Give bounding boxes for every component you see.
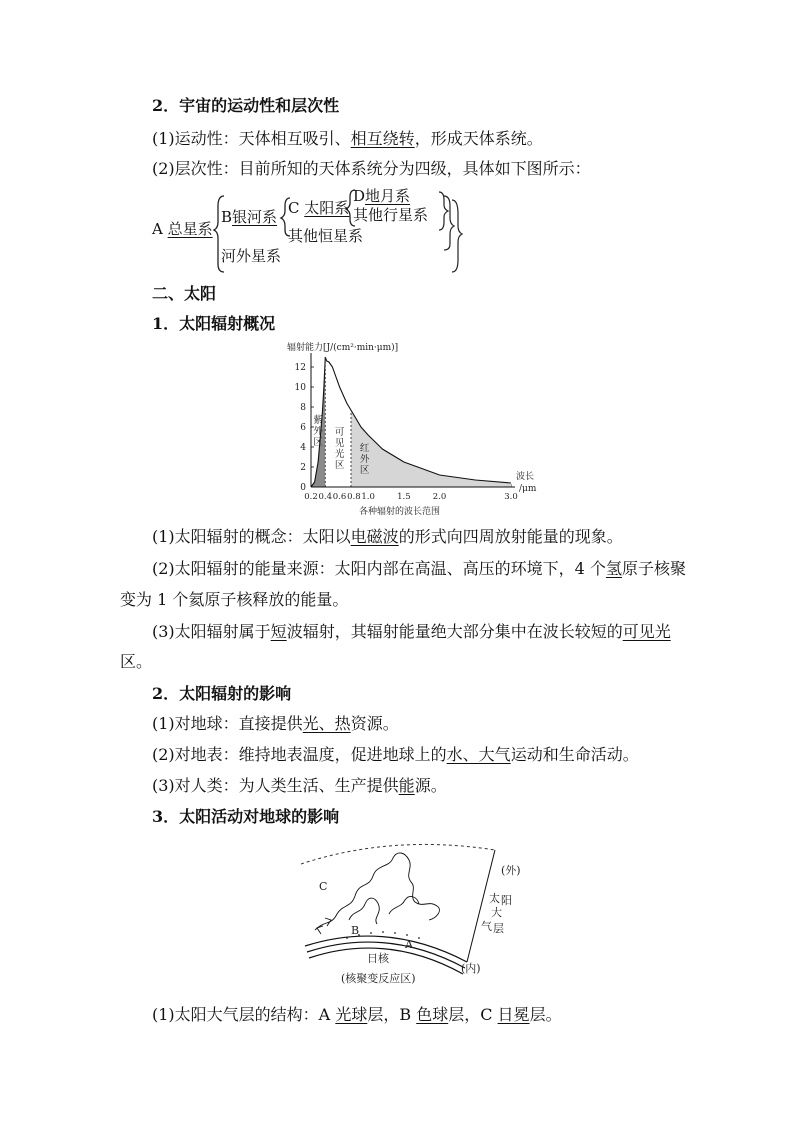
text: (1)运动性：天体相互吸引、 [152, 129, 351, 148]
paragraph-shortwave [152, 621, 671, 643]
atmosphere-label-char: 阳 [501, 894, 512, 907]
label-outer: (外) [501, 864, 521, 877]
paragraph-hierarchy: (2)层次性：目前所知的天体系统分为四级，具体如下图所示： [152, 159, 591, 178]
x-tick-label: 0.2 [304, 492, 318, 502]
region-label-char: 红 [359, 443, 370, 454]
y-tick-label: 10 [294, 383, 306, 393]
label-c: C [319, 880, 328, 893]
text: 运动和生命活动。 [510, 745, 639, 764]
region-label-char: 紫 [313, 415, 323, 426]
answer-underline: 氢 [605, 559, 622, 578]
region-label-char: 可 [334, 427, 345, 438]
celestial-hierarchy-diagram [152, 186, 472, 276]
node-letter: B [221, 208, 233, 226]
region-label-char: 见 [334, 438, 345, 449]
region-label-char: 外 [359, 454, 370, 465]
x-tick-label: 0.8 [347, 492, 361, 502]
node-other-stars: 其他恒星系 [288, 227, 364, 245]
label-inner: (内) [461, 962, 481, 975]
node-label: 地月系 [365, 187, 411, 205]
text: (2)对地表：维持地表温度，促进地球上的 [152, 745, 447, 764]
x-tick-label: 1.5 [397, 492, 411, 502]
paragraph-energy-source [152, 558, 686, 580]
answer-underline: 日冕 [497, 1005, 530, 1024]
region-label-char: 区 [334, 460, 345, 471]
sun-atmosphere-diagram [297, 834, 537, 994]
node-letter: C [288, 199, 305, 217]
solar-radiation-chart [283, 339, 543, 519]
paragraph-shortwave-cont: 区。 [120, 652, 153, 671]
node-label: 太阳系 [304, 199, 350, 217]
answer-underline: 光、热 [302, 714, 351, 733]
section-heading-motion: 2．宇宙的运动性和层次性 [152, 96, 340, 115]
text: 源。 [414, 776, 447, 795]
subheading-radiation: 1．太阳辐射概况 [152, 314, 276, 333]
effect-humans [152, 775, 447, 797]
answer-underline: 可见光 [622, 622, 671, 641]
atmosphere-label-char: 太 [489, 892, 500, 905]
x-tick-label: 0.6 [332, 492, 347, 502]
paragraph-motion [152, 128, 543, 150]
answer-underline: 光球 [335, 1005, 368, 1024]
subheading-activity: 3．太阳活动对地球的影响 [152, 807, 340, 826]
label-a: A [405, 938, 413, 951]
node-other-galaxies: 河外星系 [221, 247, 282, 265]
text: 波辐射，其辐射能量绝大部分集中在波长较短的 [286, 622, 623, 641]
answer-underline: 色球 [416, 1005, 449, 1024]
corona-outer-boundary [301, 844, 495, 864]
node-letter: A [152, 220, 168, 238]
text: ，形成天体系统。 [414, 129, 543, 148]
text: (1)太阳辐射的概念：太阳以 [152, 527, 351, 546]
x-tick-label: 0.4 [318, 492, 333, 502]
node-milky-way [221, 208, 277, 226]
atmosphere-label-char: 大 [491, 906, 502, 919]
text: 资源。 [350, 714, 399, 733]
node-label: 银河系 [232, 208, 278, 226]
text: (1)太阳大气层的结构：A [152, 1005, 336, 1024]
y-tick-label: 8 [300, 403, 306, 413]
y-tick-label: 12 [294, 363, 306, 373]
y-tick-label: 0 [300, 483, 306, 493]
paragraph-energy-source-cont: 变为 1 个氦原子核释放的能量。 [120, 590, 349, 609]
y-tick-label: 2 [300, 463, 306, 473]
node-total-galaxy [152, 220, 213, 238]
label-b: B [351, 924, 360, 937]
x-tick-label: 2.0 [432, 492, 447, 502]
subheading-effects: 2．太阳辐射的影响 [152, 684, 292, 703]
text: (3)太阳辐射属于 [152, 622, 271, 641]
node-letter: D [353, 187, 366, 205]
text: (1)对地球：直接提供 [152, 714, 303, 733]
infrared-region-fill [351, 410, 511, 487]
section-heading-sun: 二、太阳 [152, 284, 217, 303]
answer-underline: 相互绕转 [350, 129, 415, 148]
solar-prominence [315, 853, 439, 934]
chart-y-label: 辐射能力[J/(cm²·min·μm)] [287, 343, 399, 353]
x-tick-label: 3.0 [504, 492, 518, 502]
y-tick-label: 4 [300, 443, 306, 453]
text: 层。 [529, 1005, 562, 1024]
answer-underline: 电磁波 [350, 527, 399, 546]
answer-underline: 水、大气 [446, 745, 511, 764]
label-atmosphere [481, 891, 512, 935]
region-label-char: 区 [313, 437, 323, 448]
text: 层，B [367, 1005, 417, 1024]
node-solar-system [288, 199, 349, 217]
x-unit-bottom: /μm [519, 484, 537, 494]
chart-x-label: 各种辐射的波长范围 [359, 507, 441, 517]
region-label-char: 光 [334, 449, 345, 460]
label-core-sub: (核聚变反应区) [341, 972, 416, 985]
text: 原子核聚 [621, 559, 686, 578]
y-tick-label: 6 [300, 423, 306, 433]
answer-underline: 短 [270, 622, 287, 641]
atmosphere-label-char: 层 [493, 922, 504, 935]
node-earth-moon [353, 187, 410, 205]
paragraph-radiation-concept [152, 526, 623, 548]
text: 的形式向四周放射能量的现象。 [398, 527, 623, 546]
node-label: 总星系 [167, 220, 213, 238]
effect-surface [152, 744, 639, 766]
region-label-char: 外 [313, 426, 323, 437]
atmosphere-label-char: 气 [481, 920, 492, 933]
region-label-char: 区 [359, 465, 370, 476]
label-core: 日核 [367, 952, 389, 965]
answer-underline: 能 [398, 776, 415, 795]
x-tick-label: 1.0 [361, 492, 375, 502]
node-other-planets: 其他行星系 [353, 206, 429, 224]
text: 层，C [448, 1005, 498, 1024]
effect-earth [152, 713, 399, 735]
text: (3)对人类：为人类生活、生产提供 [152, 776, 399, 795]
x-unit-top: 波长 [516, 472, 535, 482]
text: (2)太阳辐射的能量来源：太阳内部在高温、高压的环境下，4 个 [152, 559, 606, 578]
paragraph-atmosphere-layers [152, 1004, 562, 1026]
